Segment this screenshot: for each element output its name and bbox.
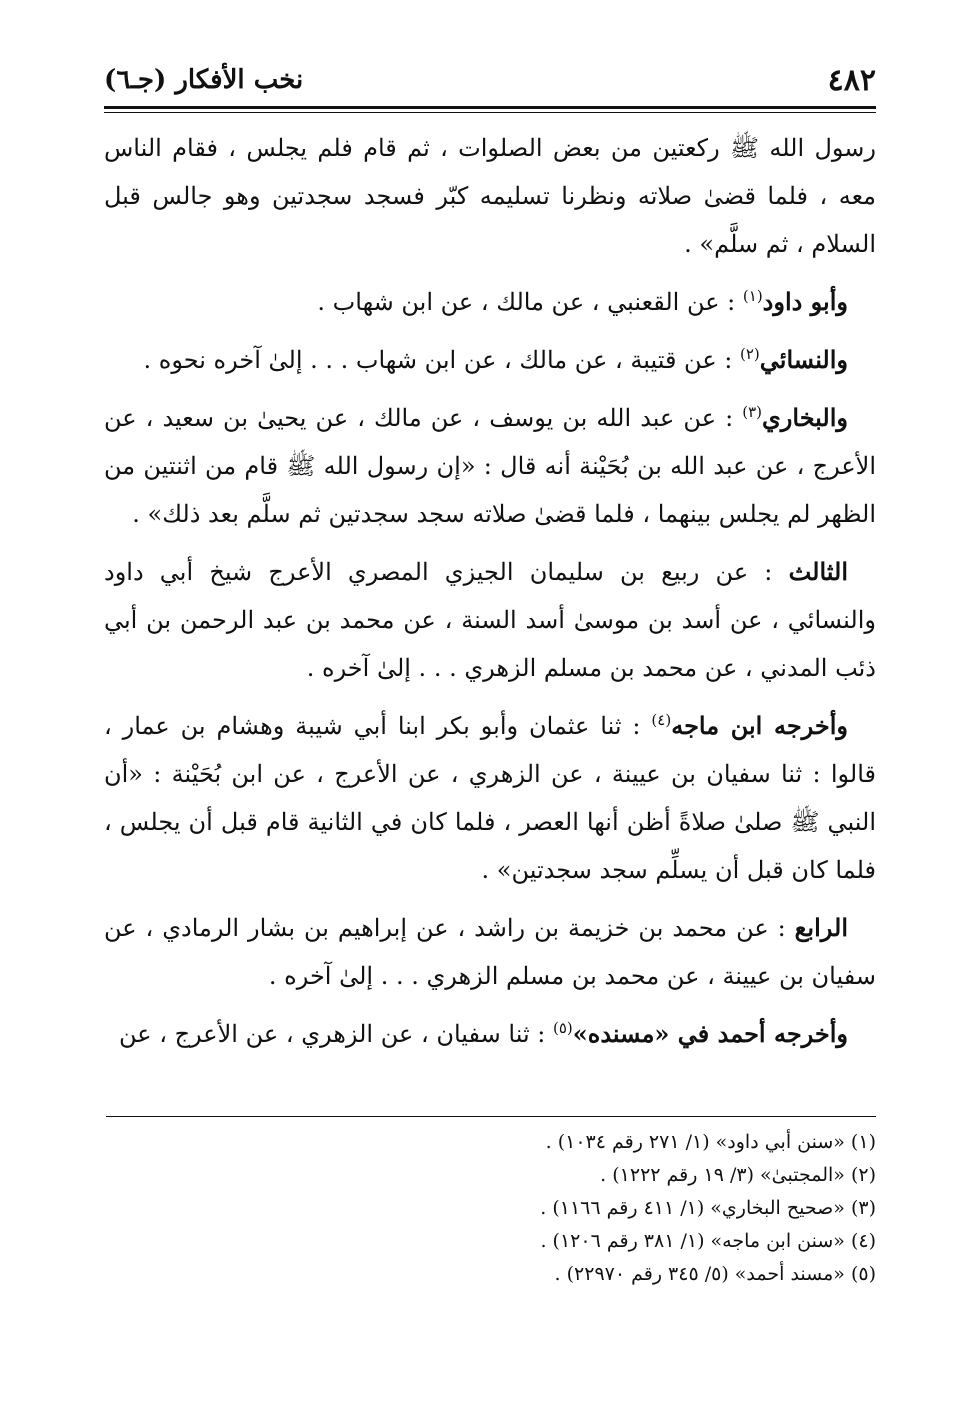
paragraph-text: : عن محمد بن خزيمة بن راشد ، عن إبراهيم بن بشار الرمادي ، عن سفيان بن عيينة ، عن محمد بن مسلم الزهري . . . إلىٰ آخره .: [104, 914, 876, 990]
footnote: (١) «سنن أبي داود» (١/ ٢٧١ رقم ١٠٣٤) .: [545, 1131, 876, 1153]
paragraph-lead: الثالث: [788, 557, 848, 586]
footnote-ref: (٣): [742, 403, 762, 421]
main-text: [104, 124, 876, 1068]
footnote: (٥) «مسند أحمد» (٥/ ٣٤٥ رقم ٢٢٩٧٠) .: [554, 1263, 876, 1285]
paragraph: [104, 1010, 876, 1058]
paragraph: [104, 278, 876, 326]
footnote-ref: (٤): [651, 711, 672, 729]
footnote-ref: (٥): [552, 1019, 573, 1037]
paragraph: [104, 548, 876, 692]
paragraph-text: : ثنا عثمان وأبو بكر ابنا أبي شيبة وهشام بن عمار ، قالوا : ثنا سفيان بن عيينة ، عن الزهري ، عن الأعرج ، عن ابن بُحَيْنة : «أن النبي ﷺ صلىٰ صلاةً أظن أنها العصر ، فلما كان في الثانية قام قبل أن يجلس ، فلما كان قبل أن يسلِّم سجد سجدتين» .: [104, 712, 876, 884]
paragraph-lead: وأبو داود: [762, 287, 848, 316]
paragraph-lead: والنسائي: [759, 345, 848, 374]
footnote: (٢) «المجتبىٰ» (٣/ ١٩ رقم ١٢٢٢) .: [600, 1164, 876, 1186]
page-number: ٤٨٢: [827, 62, 876, 98]
paragraph-text: : عن ربيع بن سليمان الجيزي المصري الأعرج شيخ أبي داود والنسائي ، عن أسد بن موسىٰ أسد السنة ، عن محمد بن عبد الرحمن بن أبي ذئب المدني ، عن محمد بن مسلم الزهري . . . إلىٰ آخره .: [104, 558, 876, 682]
paragraph-text: : ثنا سفيان ، عن الزهري ، عن الأعرج ، عن: [118, 1020, 553, 1048]
paragraph: [104, 904, 876, 1000]
paragraph-lead: وأخرجه أحمد في «مسنده»: [572, 1019, 848, 1048]
footnote: (٤) «سنن ابن ماجه» (١/ ٣٨١ رقم ١٢٠٦) .: [540, 1230, 876, 1252]
paragraph: [104, 336, 876, 384]
paragraph-lead: الرابع: [794, 913, 848, 942]
paragraph: [104, 702, 876, 894]
header-rule-thin: [104, 112, 876, 113]
paragraph-text: رسول الله ﷺ ركعتين من بعض الصلوات ، ثم قام فلم يجلس ، فقام الناس معه ، فلما قضىٰ صلاته ونظرنا تسليمه كبّر فسجد سجدتين وهو جالس قبل السلام ، ثم سلَّم» .: [104, 134, 876, 258]
footnotes: [104, 1126, 876, 1291]
page-header: [104, 60, 876, 100]
footnote: (٣) «صحيح البخاري» (١/ ٤١١ رقم ١١٦٦) .: [540, 1197, 876, 1219]
running-title: نخب الأفكار (جـ٦): [104, 65, 304, 95]
header-rule: [104, 106, 876, 109]
paragraph-text: : عن عبد الله بن يوسف ، عن مالك ، عن يحيىٰ بن سعيد ، عن الأعرج ، عن عبد الله بن بُحَيْنة أنه قال : «إن رسول الله ﷺ قام من اثنتين من الظهر لم يجلس بينهما ، فلما قضىٰ صلاته سجد سجدتين ثم سلَّم بعد ذلك» .: [104, 404, 876, 528]
paragraph-text: : عن قتيبة ، عن مالك ، عن ابن شهاب . . . إلىٰ آخره نحوه .: [143, 346, 740, 374]
footnote-ref: (٢): [740, 345, 760, 363]
paragraph-lead: والبخاري: [762, 403, 848, 432]
paragraph-lead: وأخرجه ابن ماجه: [671, 711, 848, 740]
paragraph: [104, 394, 876, 538]
paragraph-text: : عن القعنبي ، عن مالك ، عن ابن شهاب .: [317, 288, 743, 316]
footnote-separator: [106, 1116, 876, 1117]
paragraph: [104, 124, 876, 268]
footnote-ref: (١): [742, 287, 763, 305]
